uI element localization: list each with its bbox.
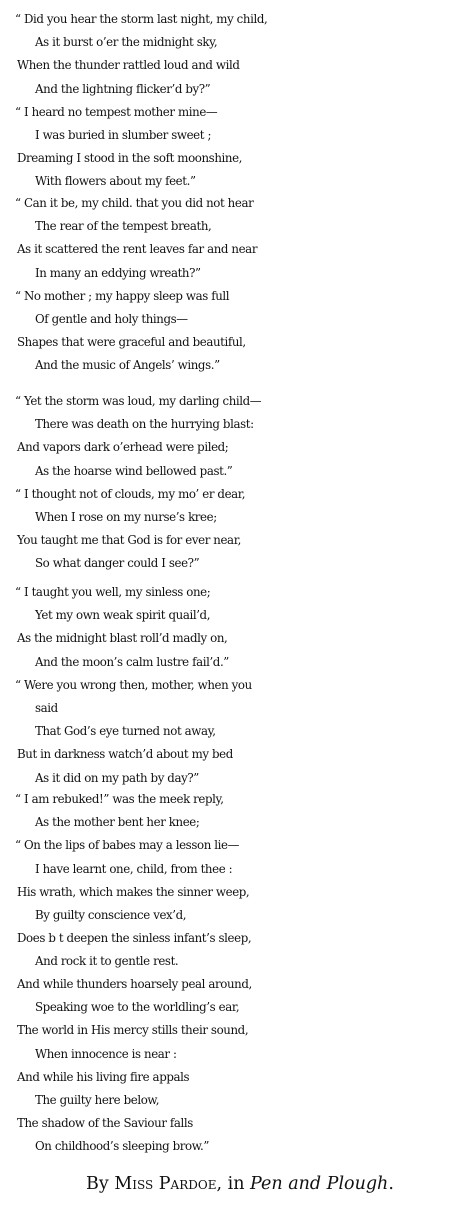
poem-line: But in darkness watch’d about my bed [17,747,233,762]
poem-line: So what danger could I see?” [35,556,200,571]
poem-line: said [35,701,58,716]
attribution-by: By [86,1174,115,1194]
stanza [0,192,456,378]
poem-line: “ I taught you well, my sinless one; [15,585,211,599]
poem-line: That God’s eye turned not away, [35,724,216,739]
poem-line: The shadow of the Saviour falls [17,1116,193,1131]
poem-line: When I rose on my nurse’s kree; [35,510,217,525]
poem-line: And while his living fire appals [17,1069,190,1084]
poem-line: As it did on my path by day?” [35,770,199,785]
stanza [0,8,456,194]
poem-line: With flowers about my feet.” [35,174,196,189]
attribution-end: . [388,1174,394,1194]
poem-line: You taught me that God is for ever near, [17,533,241,548]
poem-line: And vapors dark o’erhead were piled; [17,440,229,455]
poem-line: As it scattered the rent leaves far and near [17,242,258,257]
stanza [0,390,456,576]
poem-line: And rock it to gentle rest. [35,954,179,969]
poem-line: “ Yet the storm was loud, my darling child— [15,394,262,408]
poem-line: “ On the lips of babes may a lesson lie— [15,838,239,853]
attribution [86,1172,394,1196]
poem-line: “ Did you hear the storm last night, my child, [15,12,268,26]
poem-line: As the mother bent her knee; [35,815,200,830]
poem-line: The guilty here below, [35,1093,160,1108]
poem-line: And the moon’s calm lustre fail’d.” [35,654,229,669]
poem-line: “ I am rebuked!” was the meek reply, [15,792,224,806]
attribution-sep: , in [216,1174,251,1194]
stanza [0,973,456,1159]
poem-line: Dreaming I stood in the soft moonshine, [17,151,243,166]
poem-line: When innocence is near : [35,1046,177,1061]
poem-line: Speaking woe to the worldling’s ear, [35,1000,240,1015]
attribution-author: Miss Pardoe [114,1174,217,1194]
poem-line: As the hoarse wind bellowed past.” [35,463,233,478]
poem-line: I have learnt one, child, from thee : [35,861,233,876]
attribution-source: Pen and Plough [250,1174,389,1194]
poem-line: Of gentle and holy things— [35,312,188,327]
poem-line: His wrath, which makes the sinner weep, [17,884,250,899]
poem-line: By guilty conscience vex’d, [35,908,187,923]
poem-line: “ Were you wrong then, mother, when you [15,677,252,692]
stanza [0,581,456,790]
poem-line: As the midnight blast roll’d madly on, [17,631,228,646]
poem-line: And the lightning flicker’d by?” [35,81,211,96]
poem-line: “ Can it be, my child. that you did not hear [15,196,254,210]
poem-line: I was buried in slumber sweet ; [35,128,212,143]
poem-line: Does b t deepen the sinless infant’s sleep, [17,931,252,946]
poem-line: And while thunders hoarsely peal around, [17,977,252,991]
poem-line: In many an eddying wreath?” [35,265,201,280]
poem-line: When the thunder rattled loud and wild [17,58,240,73]
poem-line: And the music of Angels’ wings.” [35,358,220,373]
poem-line: Yet my own weak spirit quail’d, [35,608,211,623]
poem-line: The world in His mercy stills their sound, [17,1023,249,1038]
poem-line: There was death on the hurrying blast: [35,417,254,432]
poem-line: Shapes that were graceful and beautiful, [17,335,246,350]
poem-line: On childhood’s sleeping brow.” [35,1139,210,1154]
poem-line: “ I thought not of clouds, my mo’ er dear, [15,486,246,501]
poem-line: “ I heard no tempest mother mine— [15,104,218,119]
poem-line: “ No mother ; my happy sleep was full [15,288,230,303]
stanza [0,788,456,974]
poem-line: The rear of the tempest breath, [35,219,212,234]
poem-line: As it burst o’er the midnight sky, [35,35,218,50]
